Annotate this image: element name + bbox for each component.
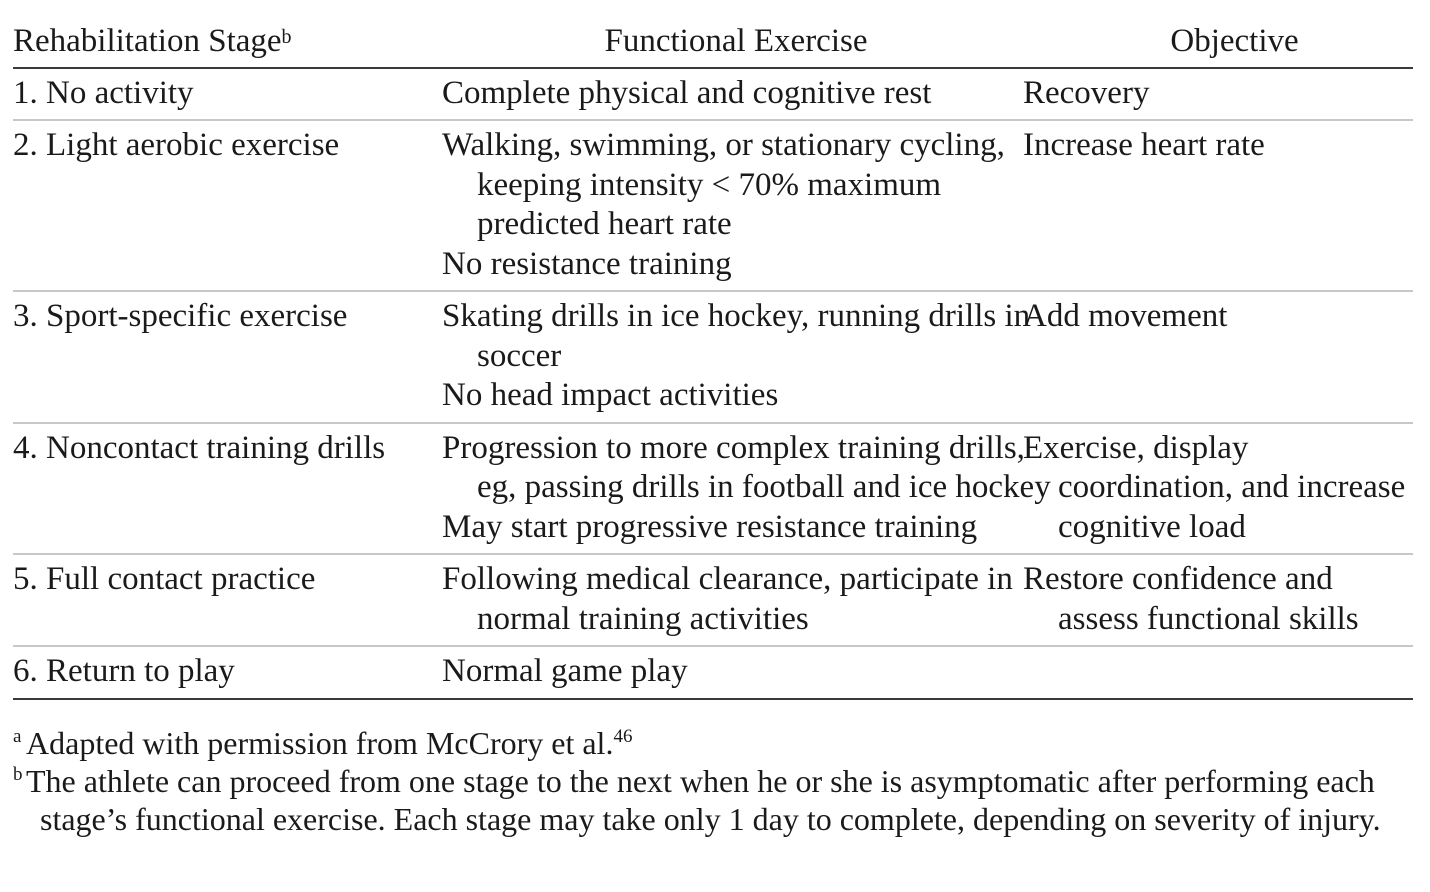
footnote-b: [13, 762, 1413, 838]
header-row: [13, 22, 1413, 68]
header-objective: Objective: [1056, 22, 1413, 68]
exercise-line: Skating drills in ice hockey, running drills in soccer: [442, 298, 1031, 374]
table-row: [13, 68, 1413, 121]
objective-cell: [1056, 646, 1413, 699]
exercise-line: No head impact activities: [442, 377, 779, 413]
footnote-a-mark: a: [13, 726, 22, 747]
footnote-a: [13, 724, 1413, 762]
stage-cell: 4. Noncontact training drills: [13, 423, 440, 555]
header-functional-exercise: Functional Exercise: [440, 22, 1056, 68]
objective-cell: Increase heart rate: [1056, 120, 1413, 291]
exercise-cell: [440, 68, 1056, 121]
table-row: [13, 646, 1413, 699]
objective-cell: Exercise, display coordination, and increase cognitive load: [1056, 423, 1413, 555]
table-row: [13, 120, 1413, 291]
stage-cell: 6. Return to play: [13, 646, 440, 699]
rehabilitation-table: [13, 22, 1413, 700]
exercise-line: Walking, swimming, or stationary cycling, keeping intensity < 70% maximum predicted heart rate: [442, 127, 1005, 242]
table-row: [13, 554, 1413, 646]
exercise-line: No resistance training: [442, 245, 732, 282]
exercise-line: Progression to more complex training drills, eg, passing drills in football and ice hockey: [442, 429, 1051, 505]
footnote-b-mark: b: [13, 764, 23, 785]
footnote-b-text: The athlete can proceed from one stage to the next when he or she is asymptomatic after performing each stage’s functional exercise. Each stage may take only 1 day to complete, depending on severity of injury.: [26, 763, 1381, 837]
exercise-line: Following medical clearance, participate in normal training activities: [442, 561, 1013, 637]
stage-cell: 5. Full contact practice: [13, 554, 440, 646]
table-footnotes: [13, 724, 1413, 838]
exercise-line: Complete physical and cognitive rest: [442, 74, 932, 111]
footnote-a-text: Adapted with permission from McCrory et al.: [26, 725, 614, 761]
table-header: [13, 22, 1413, 68]
stage-cell: 1. No activity: [13, 68, 440, 121]
footnote-a-reference: 46: [613, 726, 633, 747]
exercise-line: May start progressive resistance training: [442, 508, 978, 545]
exercise-line: Normal game play: [442, 653, 688, 689]
header-rehabilitation-stage: [13, 22, 440, 68]
header-stage-label: Rehabilitation Stage: [13, 23, 282, 59]
objective-cell: Recovery: [1056, 68, 1413, 121]
exercise-cell: [440, 291, 1056, 423]
table-row: [13, 291, 1413, 423]
stage-cell: 3. Sport-specific exercise: [13, 291, 440, 423]
objective-cell: Add movement: [1056, 291, 1413, 423]
exercise-cell: [440, 423, 1056, 555]
stage-cell: 2. Light aerobic exercise: [13, 120, 440, 291]
table-body: [13, 68, 1413, 699]
exercise-cell: [440, 120, 1056, 291]
table-row: [13, 423, 1413, 555]
objective-cell: Restore confidence and assess functional skills: [1056, 554, 1413, 646]
exercise-cell: [440, 554, 1056, 646]
exercise-cell: [440, 646, 1056, 699]
footnote-mark-b: b: [281, 26, 292, 48]
